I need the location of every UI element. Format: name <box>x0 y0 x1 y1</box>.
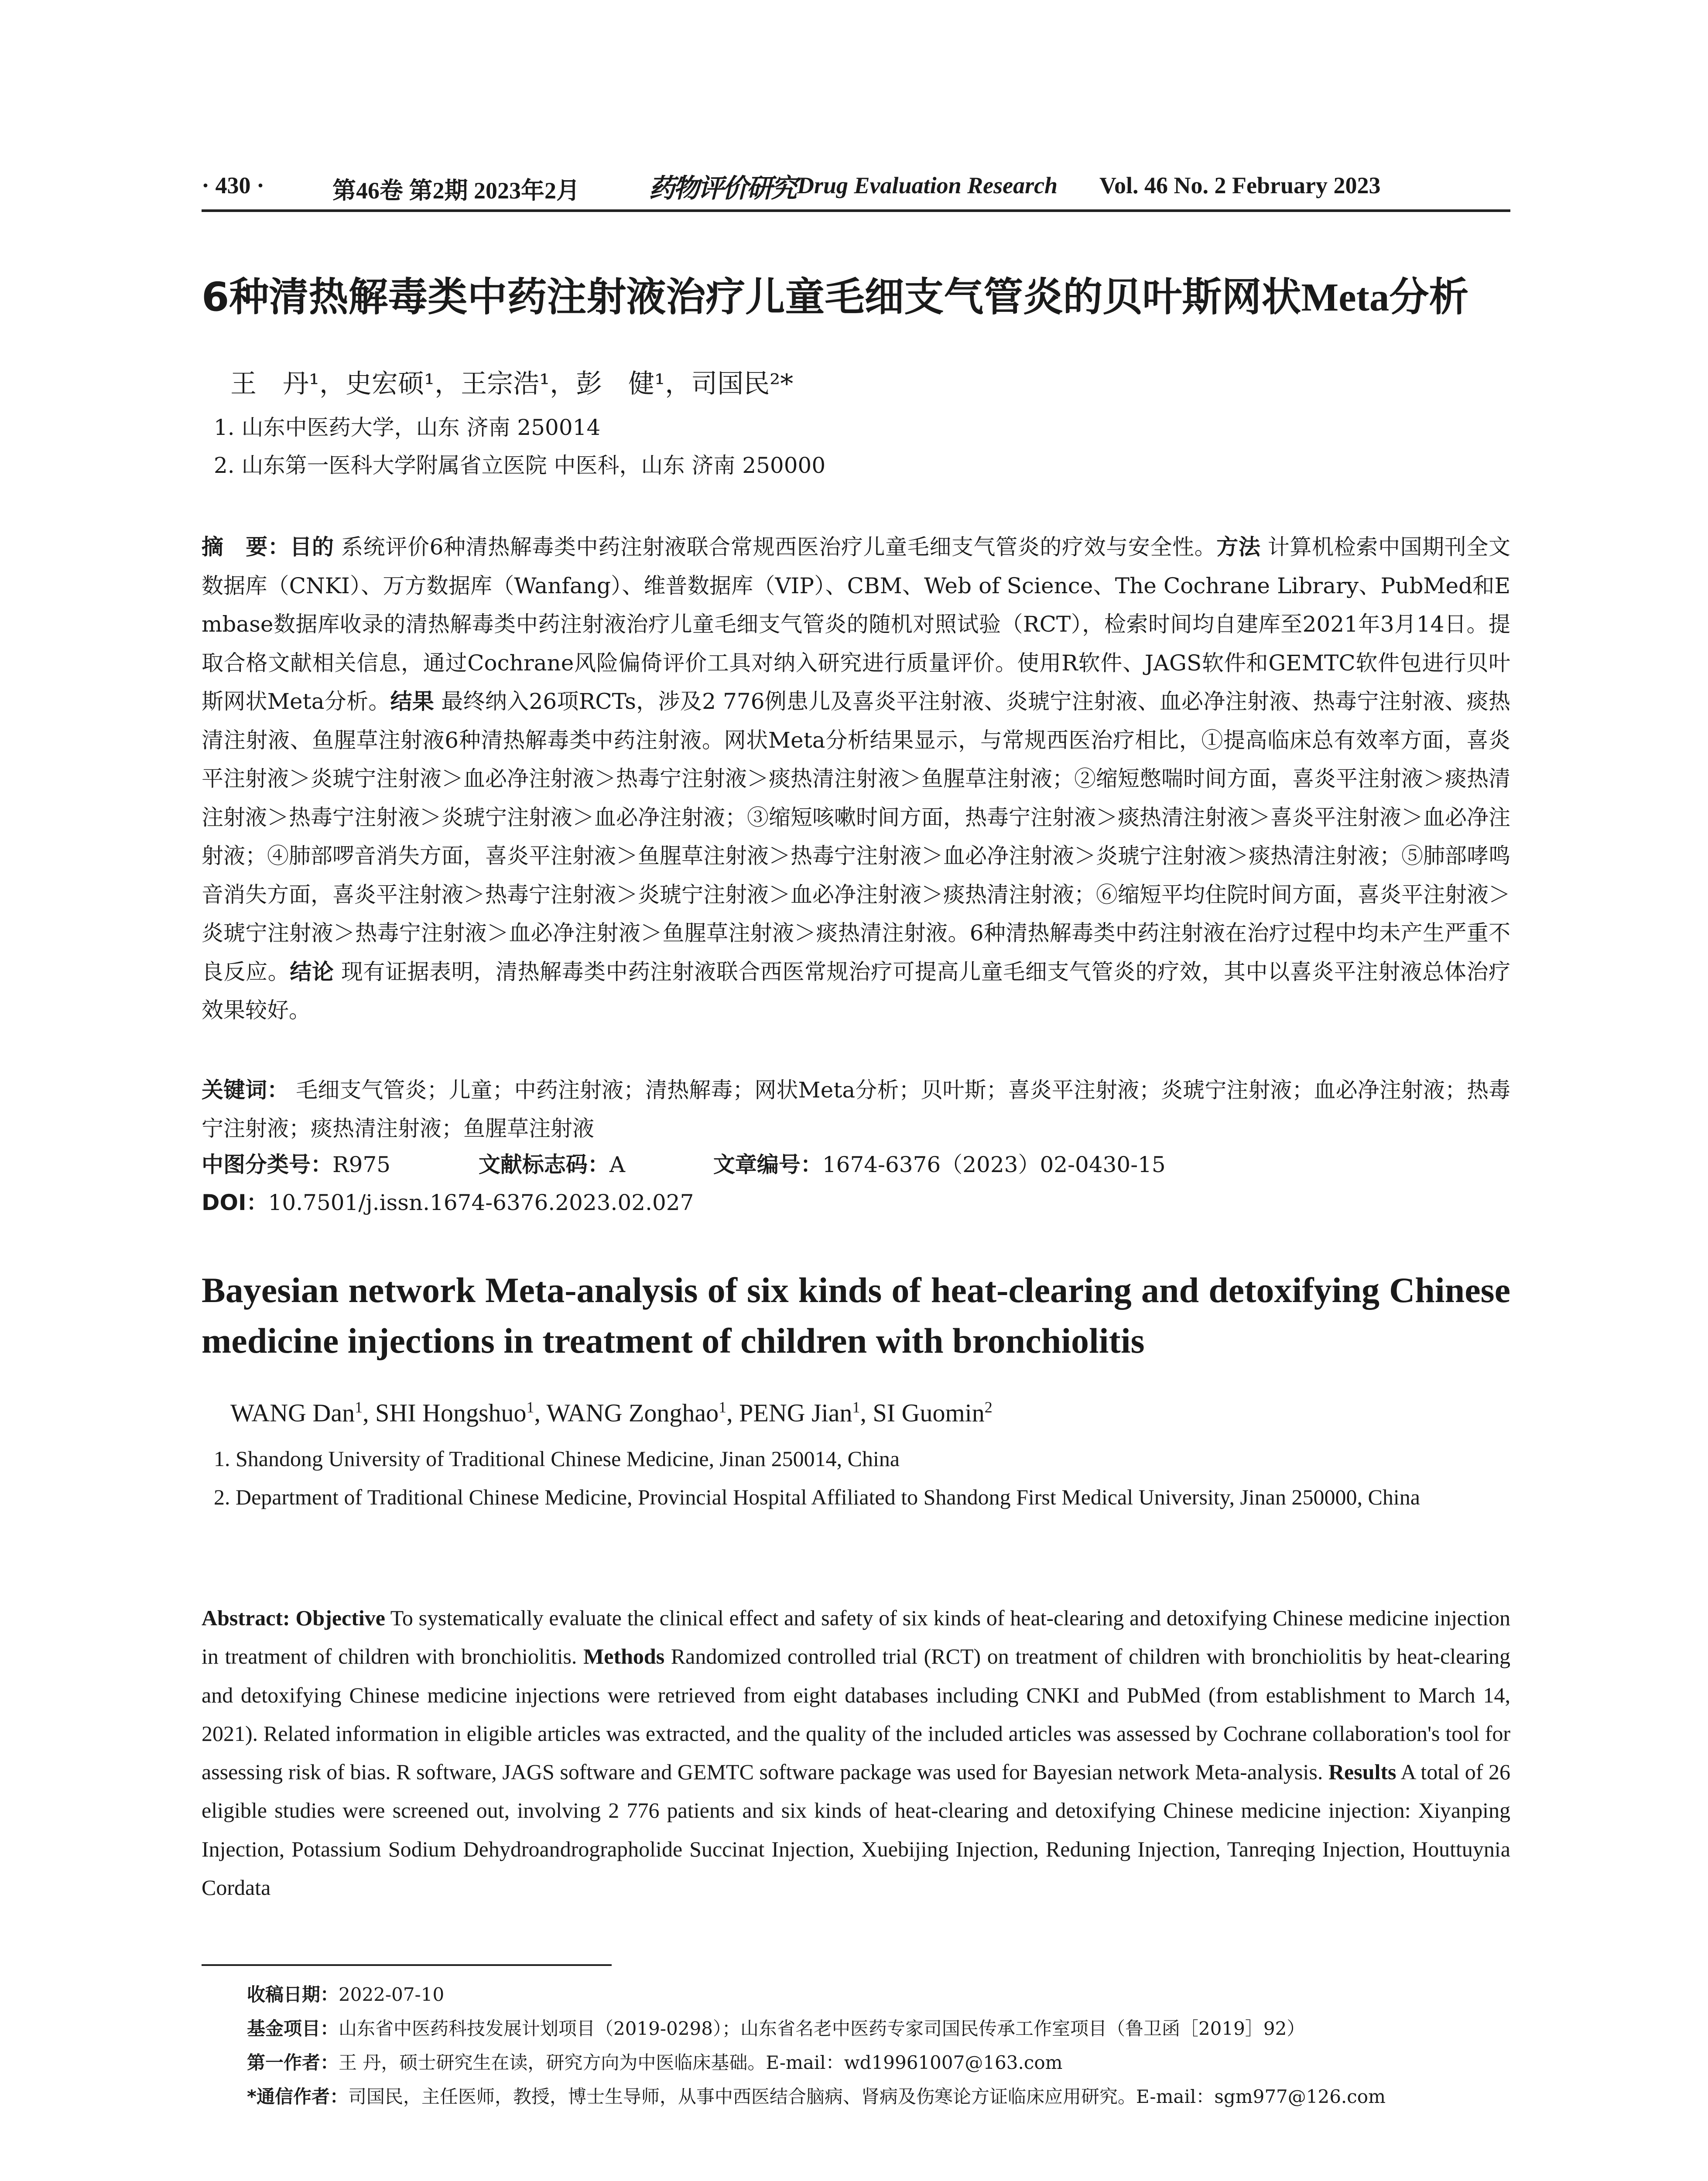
methods-en-label: Methods <box>583 1644 665 1669</box>
doi-label: DOI： <box>202 1190 268 1215</box>
affiliation-cn-1: 1. 山东中医药大学，山东 济南 250014 <box>214 415 601 440</box>
received-label: 收稿日期： <box>247 1984 339 2005</box>
doc-code-label: 文献标志码： <box>478 1152 609 1177</box>
journal-logo: 药物评价研究 <box>649 173 795 204</box>
objective-label: 目的 <box>290 534 334 560</box>
authors-en: WANG Dan$^1$, SHI Hongshuo$^1$, WANG Zonghao$^1$, PENG Jian$^1$, SI Guomin$^2$ <box>230 1398 993 1427</box>
authors-cn: 王 丹¹，史宏硕¹，王宗浩¹，彭 健¹，司国民²* <box>230 369 794 399</box>
doi-line <box>202 1185 694 1217</box>
abstract-cn-label: 摘 要： <box>202 534 290 560</box>
title-cn-part2: Meta <box>1301 275 1390 319</box>
results-en-text: A total of 26 eligible studies were screened out, involving 2 776 patients and six kinds of heat-clearing and detoxifying Chinese medicine injection: Xiyanping Injection, Potassium Sodium Dehydroandrographolide Succinat Injection, Xuebijing Injection, Reduning Injection, Tanreqing Injection, Houttuynia Cordata <box>202 1760 1511 1900</box>
title-en: Bayesian network Meta-analysis of six kinds of heat-clearing and detoxifying Chinese medicine injections in treatment of children with bronchiolitis <box>202 1270 1510 1361</box>
author-affiliation-mark: 1 <box>355 1398 363 1416</box>
affiliation-en-2: 2. Department of Traditional Chinese Medicine, Provincial Hospital Affiliated to Shandong First Medical University, Jinan 250000, China <box>214 1485 1420 1509</box>
title-cn-part3: 分析 <box>1389 274 1469 320</box>
methods-label: 方法 <box>1216 534 1261 560</box>
issue-cn: 第46卷 第2期 2023年2月 <box>332 178 580 204</box>
abstract-en-label: Abstract: Objective <box>202 1606 385 1630</box>
keywords-text: 毛细支气管炎；儿童；中药注射液；清热解毒；网状Meta分析；贝叶斯；喜炎平注射液；炎琥宁注射液；血必净注射液；热毒宁注射液；痰热清注射液；鱼腥草注射液 <box>202 1077 1511 1141</box>
results-label: 结果 <box>390 689 435 714</box>
objective-en-text: To systematically evaluate the clinical effect and safety of six kinds of heat-clearing and detoxifying Chinese medicine injection in treatment of children with bronchiolitis. <box>202 1606 1511 1669</box>
author-en: SI Guomin <box>873 1398 985 1427</box>
corresponding-text: 司国民，主任医师，教授，博士生导师，从事中西医结合脑病、肾病及伤寒论方证临床应用研究。E-mail：sgm977@126.com <box>348 2086 1386 2107</box>
author-en: SHI Hongshuo <box>375 1398 527 1427</box>
keywords-cn <box>202 1071 1510 1148</box>
corresponding-label: *通信作者： <box>247 2086 348 2107</box>
first-author-label: 第一作者： <box>247 2052 339 2073</box>
conclusion-label: 结论 <box>290 959 334 985</box>
objective-text: 系统评价6种清热解毒类中药注射液联合常规西医治疗儿童毛细支气管炎的疗效与安全性。 <box>334 534 1217 560</box>
clc-label: 中图分类号： <box>202 1152 332 1177</box>
page-number: · 430 · <box>202 172 265 198</box>
clc-value: R975 <box>332 1152 391 1177</box>
abstract-en <box>202 1599 1510 1907</box>
footnote-divider <box>202 1964 612 1966</box>
running-header <box>202 161 1510 212</box>
footnote-corresponding <box>247 2082 1386 2109</box>
fund-text: 山东省中医药科技发展计划项目（2019-0298）；山东省名老中医药专家司国民传承工作室项目（鲁卫函［2019］92） <box>339 2018 1305 2039</box>
issue-en: Vol. 46 No. 2 February 2023 <box>1099 172 1381 198</box>
keywords-label: 关键词： <box>202 1077 289 1103</box>
author-affiliation-mark: 1 <box>852 1398 860 1416</box>
footnote-first-author <box>247 2048 1063 2075</box>
affiliation-en-1: 1. Shandong University of Traditional Chinese Medicine, Jinan 250014, China <box>214 1446 900 1471</box>
author-en: PENG Jian <box>739 1398 852 1427</box>
article-number-value: 1674-6376（2023）02-0430-15 <box>822 1152 1166 1177</box>
first-author-text: 王 丹，硕士研究生在读，研究方向为中医临床基础。E-mail：wd19961007@163.com <box>339 2052 1063 2073</box>
affiliation-cn-2: 2. 山东第一医科大学附属省立医院 中医科，山东 济南 250000 <box>214 453 826 478</box>
conclusion-text: 现有证据表明，清热解毒类中药注射液联合西医常规治疗可提高儿童毛细支气管炎的疗效，其中以喜炎平注射液总体治疗效果较好。 <box>202 959 1510 1023</box>
footnote-received <box>247 1980 444 2007</box>
title-cn-part1: 6种清热解毒类中药注射液治疗儿童毛细支气管炎的贝叶斯网状 <box>202 274 1301 320</box>
title-cn <box>202 271 1510 324</box>
author-affiliation-mark: 1 <box>526 1398 534 1416</box>
abstract-cn <box>202 528 1510 1030</box>
doi-value: 10.7501/j.issn.1674-6376.2023.02.027 <box>268 1190 694 1215</box>
received-date: 2022-07-10 <box>339 1984 445 2005</box>
fund-label: 基金项目： <box>247 2018 339 2039</box>
author-en: WANG Zonghao <box>546 1398 719 1427</box>
author-affiliation-mark: 1 <box>719 1398 727 1416</box>
doc-code-value: A <box>609 1152 626 1177</box>
methods-text: 计算机检索中国期刊全文数据库（CNKI）、万方数据库（Wanfang）、维普数据库（VIP）、CBM、Web of Science、The Cochrane Library、PubMed和Embase数据库收录的清热解毒类中药注射液治疗儿童毛细支气管炎的随机对照试验（RCT），检索时间均自建库至2021年3月14日。提取合格文献相关信息，通过Cochrane风险偏倚评价工具对纳入研究进行质量评价。使用R软件、JAGS软件和GEMTC软件包进行贝叶斯网状Meta分析。 <box>202 534 1510 714</box>
methods-en-text: Randomized controlled trial (RCT) on treatment of children with bronchiolitis by heat-clearing and detoxifying Chinese medicine injections were retrieved from eight databases including CNKI and PubMed (from establishment to March 14, 2021). Related information in eligible articles was extracted, and the quality of the included articles was assessed by Cochrane collaboration's tool for assessing risk of bias. R software, JAGS software and GEMTC software package was used for Bayesian network Meta-analysis. <box>202 1644 1510 1784</box>
results-text: 最终纳入26项RCTs，涉及2 776例患儿及喜炎平注射液、炎琥宁注射液、血必净注射液、热毒宁注射液、痰热清注射液、鱼腥草注射液6种清热解毒类中药注射液。网状Meta分析结果显示，与常规西医治疗相比，①提高临床总有效率方面，喜炎平注射液＞炎琥宁注射液＞血必净注射液＞热毒宁注射液＞痰热清注射液＞鱼腥草注射液；②缩短憋喘时间方面，喜炎平注射液＞痰热清注射液＞热毒宁注射液＞炎琥宁注射液＞血必净注射液；③缩短咳嗽时间方面，热毒宁注射液＞痰热清注射液＞喜炎平注射液＞血必净注射液；④肺部啰音消失方面，喜炎平注射液＞鱼腥草注射液＞热毒宁注射液＞血必净注射液＞炎琥宁注射液＞痰热清注射液；⑤肺部哮鸣音消失方面，喜炎平注射液＞热毒宁注射液＞炎琥宁注射液＞血必净注射液＞痰热清注射液；⑥缩短平均住院时间方面，喜炎平注射液＞炎琥宁注射液＞热毒宁注射液＞血必净注射液＞鱼腥草注射液＞痰热清注射液。6种清热解毒类中药注射液在治疗过程中均未产生严重不良反应。 <box>202 689 1510 985</box>
results-en-label: Results <box>1328 1760 1397 1784</box>
footnote-fund <box>247 2014 1305 2041</box>
journal-name-en: Drug Evaluation Research <box>797 172 1058 198</box>
author-en: WANG Dan <box>230 1398 355 1427</box>
article-number-label: 文章编号： <box>713 1152 822 1177</box>
classification-line <box>202 1147 1166 1179</box>
author-affiliation-mark: 2 <box>984 1398 993 1416</box>
